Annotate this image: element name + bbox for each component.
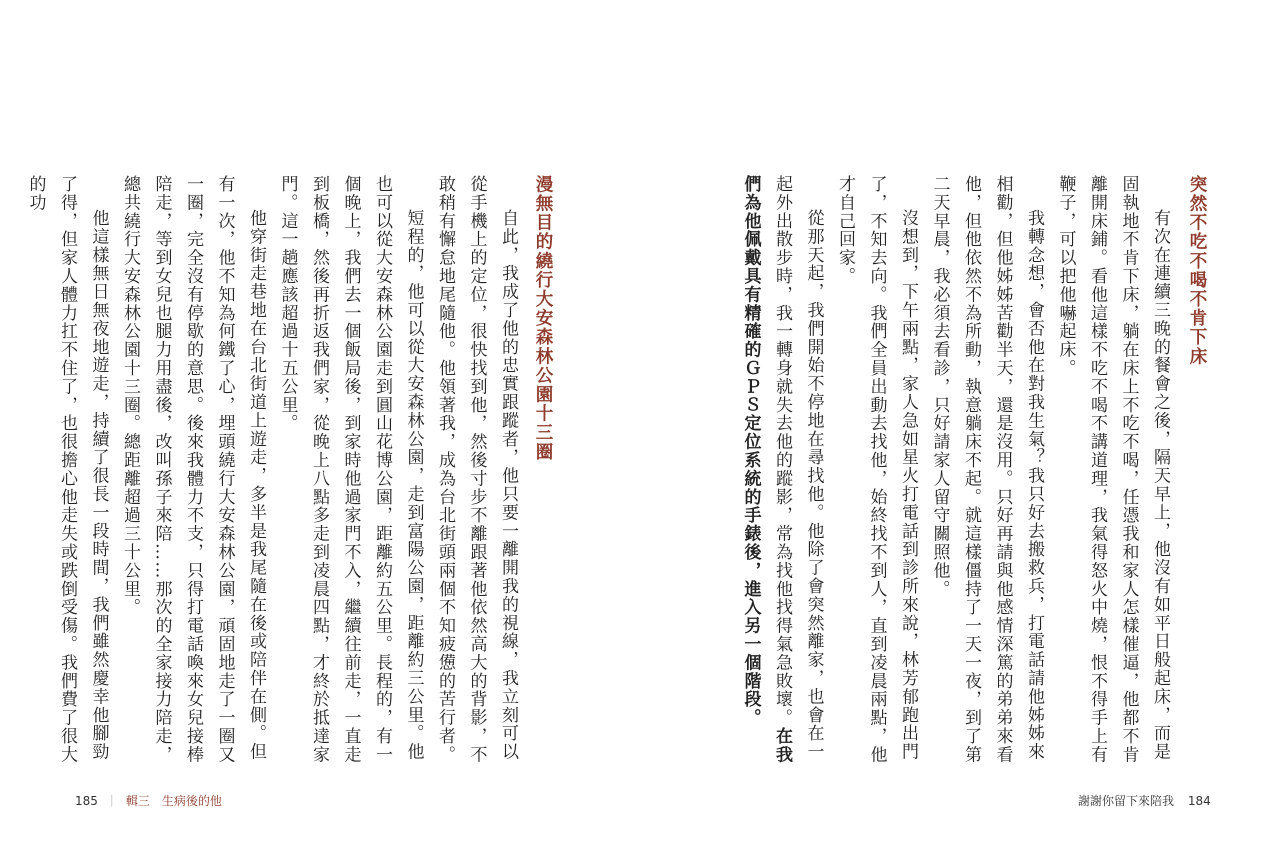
paragraph (734, 175, 829, 775)
section-heading: 突然不吃不喝不肯下床 (1187, 175, 1207, 366)
footer (75, 792, 222, 809)
paragraph: 自此，我成了他的忠實跟蹤者，他只要一離開我的視線，我立刻可以從手機上的定位，很快找到他，然後寸步不離跟著他依然高大的背影，不敢稍有懈怠地尾隨他。他領著我，成為台北街頭兩個不知疲憊的苦行者。 (435, 175, 518, 764)
body-text (25, 175, 523, 775)
page-number: 185 (75, 794, 98, 808)
paragraph: 他穿街走巷地在台北街道上遊走，多半是我尾隨在後或陪伴在側。但有一次，他不知為何鐵了心，埋頭繞行大安森林公園，頑固地走了一圈又一圈，完全沒有停歇的意思。後來我體力不支，只得打電話喚來女兒接棒陪走，等到女兒也腿力用盡後，改叫孫子來陪……那次的全家接力陪走，總共繞行大安森林公園十三圈。總距離超過三十公里。 (120, 175, 266, 764)
footer-section: 輯三 生病後的他 (125, 794, 222, 808)
body-text (740, 175, 1175, 775)
footer-book-title: 謝謝你留下來陪我 (1078, 794, 1175, 808)
paragraph: 我轉念想，會否他在對我生氣？我只好去搬救兵，打電話請他姊姊來相勸，但他姊姊苦勸半天，還是沒用。只好再請與他感情深篤的弟弟來看他，但他依然不為所動，執意躺床不起。就這樣僵持了一天一夜，到了第二天早晨，我必須去看診，只好請家人留守關照他。 (929, 175, 1044, 764)
paragraph: 他這樣無日無夜地遊走，持續了很長一段時間，我們雖然慶幸他腳勁了得，但家人體力扛不住了，也很擔心他走失或跌倒受傷。我們費了很大的功 (25, 175, 109, 764)
paragraph-text: 從那天起，我們開始不停地在尋找他。他除了會突然離家，也會在一起外出散步時，我一轉身就失去他的蹤影，常為找他找得氣急敗壞。 (772, 175, 824, 761)
paragraph: 短程的，他可以從大安森林公園，走到富陽公園，距離約三公里。他也可以從大安森林公園走到圓山花博公園，距離約五公里。長程的，有一個晚上，我們去一個飯局後，到家時他過家門不入，繼續往前走，一直走到板橋，然後再折返我們家，從晚上八點多走到凌晨四點，才終於抵達家門。這一趟應該超過十五公里。 (277, 175, 424, 764)
bold-text: 在我們為他佩戴具有精確的ＧＰＳ定位系統的手錶後，進入另一個階段。 (740, 175, 792, 764)
footer-separator: ｜ (105, 794, 118, 808)
right-page (640, 0, 1280, 866)
paragraph: 有次在連續三晚的餐會之後，隔天早上，他沒有如平日般起床，而是固執地不肯下床，躺在床上不吃不喝，任憑我和家人怎樣催逼，他都不肯離開床鋪。看他這樣不吃不喝不講道理，我氣得怒火中燒，恨不得手上有鞭子，可以把他嚇起床。 (1055, 175, 1170, 764)
section-heading: 漫無目的繞行大安森林公園十三圈 (533, 175, 553, 462)
page-number: 184 (1187, 794, 1211, 808)
paragraph: 沒想到，下午兩點，家人急如星火打電話到診所來說，林芳郁跑出門了，不知去向。我們全員出動去找他，始終找不到人，直到凌晨兩點，他才自己回家。 (835, 175, 918, 764)
footer (1078, 792, 1211, 809)
